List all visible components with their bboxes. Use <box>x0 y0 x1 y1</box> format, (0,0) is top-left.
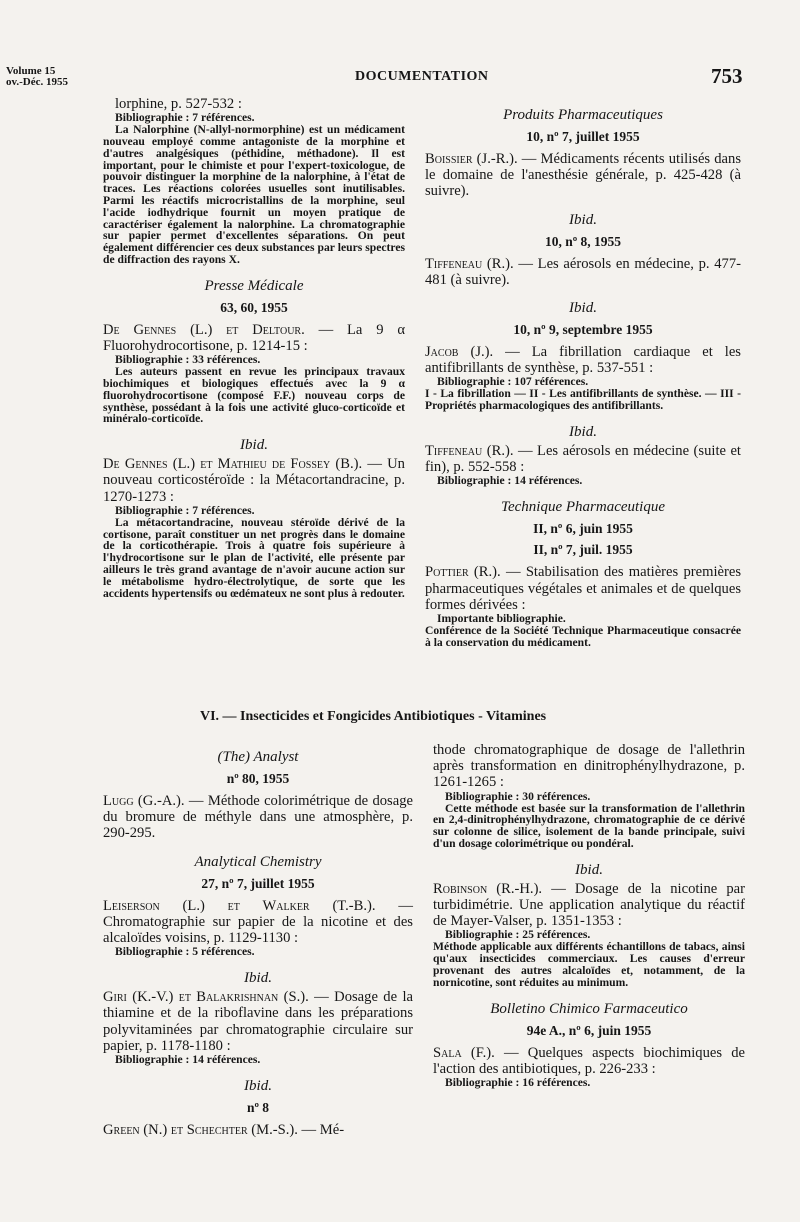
issue-line: II, nº 6, juin 1955 <box>533 521 633 537</box>
bibliography-note: Bibliographie : 16 références. <box>445 1076 591 1089</box>
entry-title: thode chromatographique de dosage de l'allethrin après transformation en dinitrophénylhydrazone, p. 1261-1265 : <box>433 742 745 791</box>
bibliography-note: Bibliographie : 5 références. <box>115 945 255 959</box>
bibliography-note: Bibliographie : 33 références. <box>115 353 261 367</box>
entry-authors: Tiffeneau (R.). <box>425 255 514 272</box>
journal-title: Presse Médicale <box>204 277 304 294</box>
entry-title: — La 9 α Fluorohydrocortisone, p. 1214-15 : <box>103 321 405 354</box>
entry <box>425 256 741 288</box>
entry-authors: Lugg (G.-A.). <box>103 793 185 809</box>
entry-authors: Boissier (J.-R.). <box>425 151 518 167</box>
bibliography-note: Importante bibliographie. <box>437 612 566 626</box>
issue-line: II, nº 7, juil. 1955 <box>533 542 633 558</box>
entry-title: — La fibrillation cardiaque et les antifibrillants de synthèse, p. 537-551 : <box>425 344 741 377</box>
entry-authors: Sala (F.). <box>433 1044 495 1061</box>
bibliography-note: Bibliographie : 7 références. <box>115 111 255 125</box>
entry-title: — Dosage de la thiamine et de la riboflavine dans les préparations polyvitaminées par chromatographie circulaire sur papier, p. 1178-1180 : <box>103 989 413 1054</box>
left-column-top <box>103 96 405 599</box>
section-heading: VI. — Insecticides et Fongicides Antibiotiques - Vitamines <box>200 709 547 724</box>
entry-title: — Médicaments récents utilisés dans le domaine de l'anesthésie générale, p. 425-428 (à suivre). <box>425 151 741 200</box>
entry-title: — Stabilisation des matières premières pharmaceutiques végétales et animales et de quelques formes dérivées : <box>425 564 741 613</box>
abstract: Conférence de la Société Technique Pharmaceutique consacrée à la conservation du médicament. <box>425 624 741 649</box>
entry-title: — Les aérosols en médecine (suite et fin), p. 552-558 : <box>425 443 741 476</box>
issue-line: 10, nº 7, juillet 1955 <box>526 129 640 144</box>
entry-authors: De Gennes (L.) et Mathieu de Fossey (B.). <box>103 456 363 473</box>
ibid-heading: Ibid. <box>244 1078 272 1095</box>
entry <box>103 456 405 505</box>
entry <box>425 151 741 200</box>
ibid-heading: Ibid. <box>569 211 597 228</box>
right-column-top <box>425 102 741 649</box>
ibid-heading: Ibid. <box>569 300 597 317</box>
entry-authors: Tiffeneau (R.). <box>425 443 514 460</box>
entry-authors: Pottier (R.). <box>425 564 501 581</box>
journal-title: Technique Pharmaceutique <box>501 499 665 516</box>
entry <box>425 443 741 475</box>
entry-title: — Mé- <box>301 1122 345 1139</box>
left-column-bottom <box>103 744 413 1138</box>
entry <box>425 344 741 376</box>
entry-authors: Green (N.) et Schechter (M.-S.). <box>103 1122 298 1139</box>
issue-line: 27, nº 7, juillet 1955 <box>201 875 315 891</box>
ibid-heading: Ibid. <box>575 861 603 878</box>
issue-line: 10, nº 9, septembre 1955 <box>513 322 653 338</box>
bibliography-note: Bibliographie : 14 références. <box>115 1053 261 1067</box>
issue-line: 10, nº 8, 1955 <box>544 233 622 249</box>
entry-title: — Méthode colorimétrique de dosage du bromure de méthyle dans une atmosphère, p. 290-295. <box>103 793 413 842</box>
entry-authors: Jacob (J.). <box>425 344 494 361</box>
entry-authors: Giri (K.-V.) et Balakrishnan (S.). <box>103 989 309 1006</box>
running-title: DOCUMENTATION <box>355 69 489 84</box>
entry-authors: Robinson (R.-H.). <box>433 880 543 897</box>
journal-title: (The) Analyst <box>217 749 299 765</box>
page-number: 753 <box>711 64 743 88</box>
bibliography-note: Bibliographie : 7 références. <box>115 503 255 517</box>
entry <box>103 322 405 354</box>
entry-title: — Dosage de la nicotine par turbidimétrie. Une application analytique du réactif de Mayer-Valser, p. 1351-1353 : <box>433 880 745 930</box>
ibid-heading: Ibid. <box>244 970 272 987</box>
bibliography-note: Bibliographie : 30 références. <box>445 789 591 803</box>
entry-title: — Les aérosols en médecine, p. 477-481 (à suivre). <box>425 255 741 288</box>
volume-label: Volume 15 <box>6 65 56 77</box>
issue-line: 94e A., nº 6, juin 1955 <box>526 1022 652 1038</box>
entry-title: — Un nouveau corticostéroïde : la Métacortandracine, p. 1270-1273 : <box>103 456 405 505</box>
abstract: La métacortandracine, nouveau stéroïde dérivé de la cortisone, paraît constituer un net progrès dans le domaine de la corticothérapie. Trois à quatre fois supérieure à l'hydrocortisone sur le plan de l'activité, elle présente par ailleurs le très grand avantage de n'avoir aucune action sur le métabolisme hydro-électrolytique, de sorte que les accidents hypertensifs ou œdémateux ne sont plus à redouter. <box>103 515 405 600</box>
journal-title: Produits Pharmaceutiques <box>503 107 663 123</box>
volume-info <box>6 66 68 88</box>
entry-authors: De Gennes (L.) et Deltour. <box>103 321 305 338</box>
abstract: Cette méthode est basée sur la transformation de l'allethrin en 2,4-dinitrophénylhydrazone, chromatographie de ce dérivé sur colonne de silice, isolement de la bande principale, suivi d'un dosage colorimétrique ou pondéral. <box>433 801 745 850</box>
ibid-heading: Ibid. <box>569 424 597 441</box>
entry-title: lorphine, p. 527-532 : <box>115 96 242 112</box>
right-column-bottom <box>433 742 745 1089</box>
abstract: I - La fibrillation — II - Les antifibrillants de synthèse. — III - Propriétés pharmacologiques des antifibrillants. <box>425 387 741 413</box>
entry-title: — Chromatographie sur papier de la nicotine et des alcaloïdes voisins, p. 1129-1130 : <box>103 897 413 947</box>
entry <box>103 989 413 1054</box>
issue-line: nº 80, 1955 <box>226 771 290 786</box>
bibliography-note: Bibliographie : 25 références. <box>445 928 591 942</box>
issue-line: 63, 60, 1955 <box>220 299 288 315</box>
abstract: La Nalorphine (N-allyl-normorphine) est un médicament nouveau employé comme antagoniste de la morphine et d'autres analgésiques (péthidine, méthadone). Il est important, pour le chimiste et pour l'expert-toxicologue, de pouvoir distinguer la morphine de la nalorphine, à l'état de traces. Les réactions colorées usuelles sont inutilisables. Parmi les réactifs microcristallins de la morphine, seul l'acide iodhydrique fournit un moyen pratique de caractériser également la nalorphine. La chromatographie sur papier permet d'excellentes séparations. On peut également différencier ces deux substances par leurs spectres de diffraction des rayons X. <box>103 123 405 266</box>
ibid-heading: Ibid. <box>240 437 268 454</box>
entry <box>103 793 413 842</box>
entry <box>425 564 741 613</box>
issue-dates: ov.-Déc. 1955 <box>6 76 69 88</box>
journal-title: Bolletino Chimico Farmaceutico <box>490 1000 688 1017</box>
entry <box>433 1045 745 1077</box>
bibliography-note: Bibliographie : 107 références. <box>437 375 589 389</box>
entry <box>103 898 413 947</box>
issue-line: nº 8 <box>246 1100 270 1116</box>
entry-title: — Quelques aspects biochimiques de l'action des antibiotiques, p. 226-233 : <box>433 1044 746 1077</box>
journal-title: Analytical Chemistry <box>194 853 322 870</box>
abstract: Méthode applicable aux différents échantillons de tabacs, ainsi qu'aux insecticides commerciaux. Les causes d'erreur provenant des autres alcaloïdes et, notamment, de la nornicotine, sont réduites au minimum. <box>433 940 745 989</box>
entry-authors: Leiserson (L.) et Walker (T.-B.). <box>103 897 376 914</box>
entry <box>433 881 745 930</box>
bibliography-note: Bibliographie : 14 références. <box>437 474 583 488</box>
abstract: Les auteurs passent en revue les principaux travaux biochimiques et biologiques effectués avec la 9 α fluorohydrocortisone (composé F.F.) nouveau corps de synthèse, possédant à la fois une activité gluco-corticoïde et minéralo-corticoïde. <box>103 365 405 426</box>
entry <box>103 1122 413 1138</box>
